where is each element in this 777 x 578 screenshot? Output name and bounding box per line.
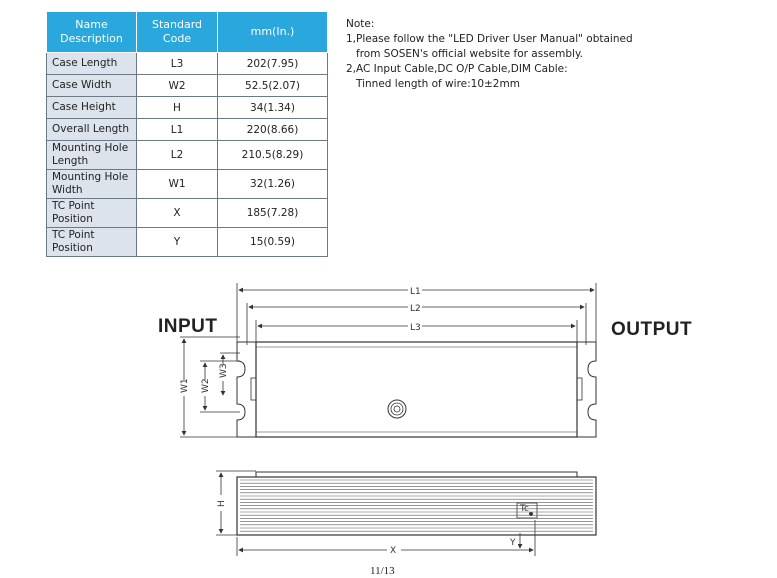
note-line: Tinned length of wire:10±2mm [346, 78, 520, 90]
w3-label: W3 [219, 363, 229, 378]
header-code-line2: Code [162, 32, 192, 45]
x-label: X [390, 546, 397, 556]
output-label: OUTPUT [611, 319, 693, 340]
l3-label: L3 [410, 323, 421, 333]
row-name: Case Width [47, 75, 137, 97]
row-code: X [137, 199, 218, 228]
output-mounting-flange [577, 342, 596, 437]
header-name-line1: Name [75, 18, 108, 31]
heatsink-fins [240, 480, 593, 531]
input-cable-gland [251, 378, 256, 400]
w1-label: W1 [180, 378, 190, 393]
input-label: INPUT [158, 316, 218, 337]
row-code: W2 [137, 75, 218, 97]
row-value: 32(1.26) [218, 170, 328, 199]
top-view [237, 342, 596, 437]
row-code: Y [137, 228, 218, 257]
input-mounting-flange [237, 342, 256, 437]
header-value: mm(In.) [218, 12, 328, 53]
page-number: 11/13 [370, 565, 395, 577]
note-title: Note: [346, 18, 375, 30]
header-name-line2: Description [60, 32, 123, 45]
tc-label: Tc [520, 504, 529, 514]
row-value: 202(7.95) [218, 53, 328, 75]
row-code: L2 [137, 141, 218, 170]
row-name: Mounting Hole Width [47, 170, 137, 199]
row-code: L1 [137, 119, 218, 141]
case-top-body [256, 342, 577, 437]
row-name: Overall Length [47, 119, 137, 141]
w2-label: W2 [201, 378, 211, 393]
header-code-line1: Standard [151, 18, 203, 31]
l2-label: L2 [410, 304, 421, 314]
y-label: Y [510, 538, 516, 548]
row-name: TC Point Position [47, 228, 137, 257]
row-name: Case Length [47, 53, 137, 75]
note-line: 2,AC Input Cable,DC O/P Cable,DIM Cable: [346, 63, 568, 75]
row-name: Mounting Hole Length [47, 141, 137, 170]
row-value: 15(0.59) [218, 228, 328, 257]
row-value: 185(7.28) [218, 199, 328, 228]
case-side-lid [256, 472, 577, 477]
note-line: from SOSEN's official website for assembly. [346, 48, 584, 60]
row-name: Case Height [47, 97, 137, 119]
h-label: H [217, 500, 227, 507]
row-value: 52.5(2.07) [218, 75, 328, 97]
output-cable-gland [577, 378, 582, 400]
case-side-body [237, 477, 596, 535]
row-code: L3 [137, 53, 218, 75]
row-value: 210.5(8.29) [218, 141, 328, 170]
row-code: H [137, 97, 218, 119]
row-value: 34(1.34) [218, 97, 328, 119]
note-line: 1,Please follow the "LED Driver User Manual" obtained [346, 33, 633, 45]
row-code: W1 [137, 170, 218, 199]
row-value: 220(8.66) [218, 119, 328, 141]
l1-label: L1 [410, 287, 421, 297]
row-name: TC Point Position [47, 199, 137, 228]
side-view [216, 471, 596, 556]
